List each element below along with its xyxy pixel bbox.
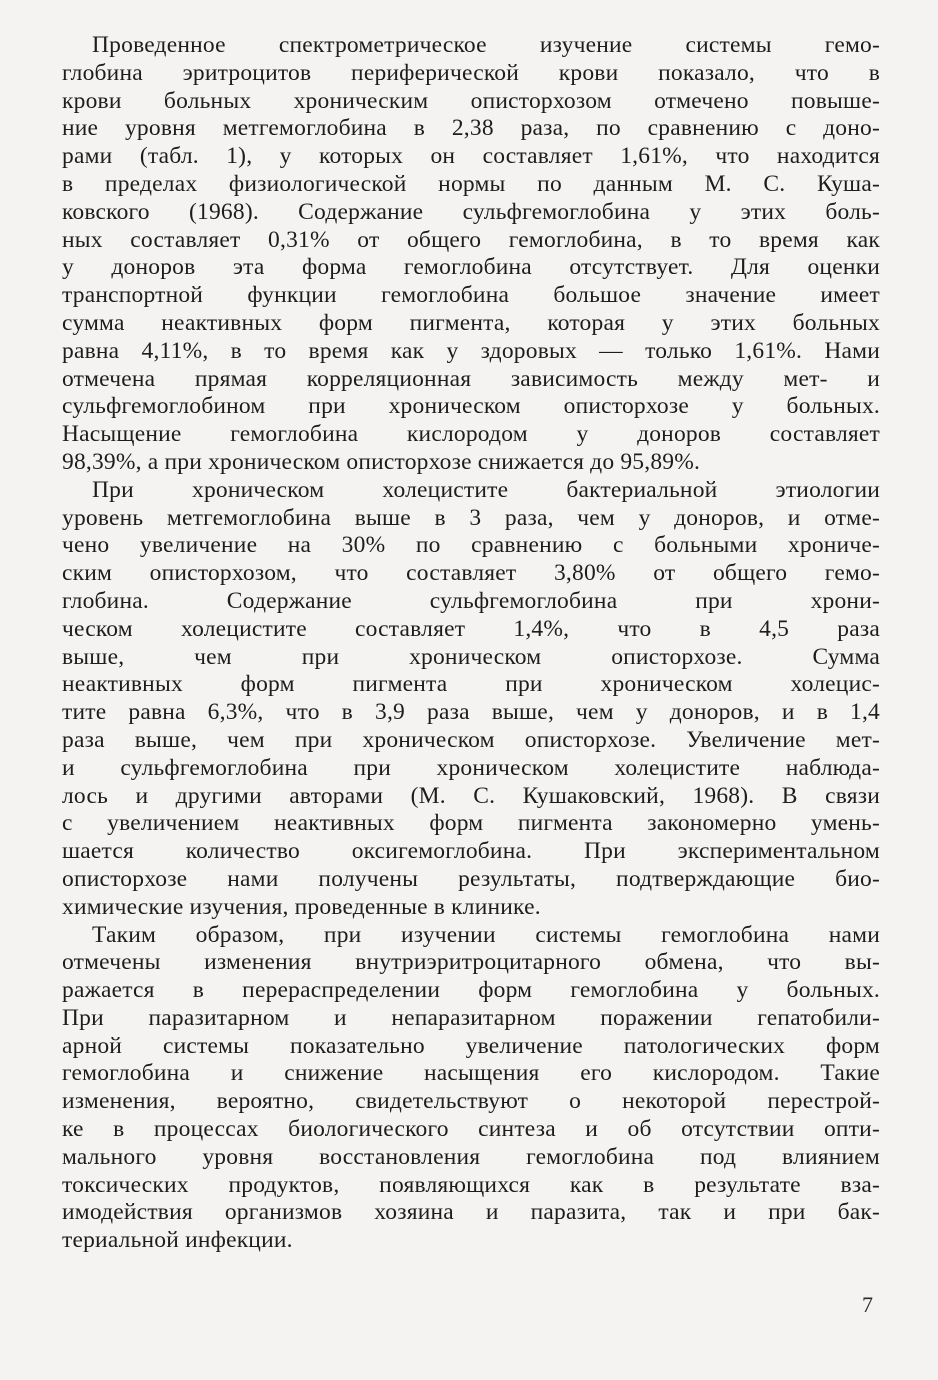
text-line: выше, чем при хроническом описторхозе. Сумма — [62, 643, 880, 670]
text-line: и сульфгемоглобина при хроническом холецистите наблюда- — [62, 754, 880, 781]
text-line: изменения, вероятно, свидетельствуют о некоторой перестрой- — [62, 1088, 880, 1115]
text-line: токсических продуктов, появляющихся как в результате вза- — [62, 1171, 880, 1198]
text-line: 98,39%, а при хроническом описторхозе снижается до 95,89%. — [62, 448, 701, 475]
text-line: При хроническом холецистите бактериальной этиологии — [92, 476, 880, 503]
text-line: неактивных форм пигмента при хроническом холецис- — [62, 671, 880, 698]
text-line: отмечены изменения внутриэритроцитарного обмена, что вы- — [62, 949, 880, 976]
text-line: у доноров эта форма гемоглобина отсутствует. Для оценки — [62, 254, 880, 281]
text-line: Проведенное спектрометрическое изучение системы гемо- — [92, 32, 880, 58]
text-line: Таким образом, при изучении системы гемоглобина нами — [92, 921, 880, 948]
text-line: тите равна 6,3%, что в 3,9 раза выше, чем у доноров, и в 1,4 — [62, 699, 880, 726]
text-line: Насыщение гемоглобина кислородом у доноров составляет — [62, 421, 880, 448]
text-line: мального уровня восстановления гемоглобина под влиянием — [62, 1143, 880, 1170]
text-line: При паразитарном и непаразитарном поражении гепатобили- — [62, 1004, 880, 1031]
text-line: крови больных хроническим описторхозом отмечено повыше- — [62, 87, 880, 114]
text-line: ке в процессах биологического синтеза и об отсутствии опти- — [62, 1116, 880, 1143]
text-line: транспортной функции гемоглобина большое значение имеет — [62, 282, 880, 309]
text-line: равна 4,11%, в то время как у здоровых — только 1,61%. Нами — [62, 337, 880, 364]
text-line: ковского (1968). Содержание сульфгемоглобина у этих боль- — [62, 198, 880, 225]
text-line: имодействия организмов хозяина и паразита, так и при бак- — [62, 1199, 880, 1226]
text-line: сульфгемоглобином при хроническом описторхозе у больных. — [62, 393, 880, 420]
text-line: ским описторхозом, что составляет 3,80% от общего гемо- — [62, 560, 880, 587]
text-line: рами (табл. 1), у которых он составляет 1,61%, что находится — [62, 143, 880, 170]
text-line: ние уровня метгемоглобина в 2,38 раза, по сравнению с доно- — [62, 115, 880, 142]
text-line: ражается в перераспределении форм гемоглобина у больных. — [62, 977, 880, 1004]
text-line: териальной инфекции. — [62, 1227, 293, 1254]
text-line: арной системы показательно увеличение патологических форм — [62, 1032, 880, 1059]
text-line: ческом холецистите составляет 1,4%, что в 4,5 раза — [62, 615, 880, 642]
text-line: химические изучения, проведенные в клинике. — [62, 893, 541, 920]
text-line: лось и другими авторами (М. С. Кушаковский, 1968). В связи — [62, 782, 880, 809]
text-line: глобина эритроцитов периферической крови показало, что в — [62, 59, 880, 86]
text-line: сумма неактивных форм пигмента, которая у этих больных — [62, 309, 880, 336]
page-number: 7 — [862, 1292, 873, 1317]
body-text — [62, 32, 880, 1255]
text-line: уровень метгемоглобина выше в 3 раза, чем у доноров, и отме- — [62, 504, 880, 531]
text-line: ных составляет 0,31% от общего гемоглобина, в то время как — [62, 226, 880, 253]
text-line: чено увеличение на 30% по сравнению с больными хрониче- — [62, 532, 880, 559]
text-line: раза выше, чем при хроническом описторхозе. Увеличение мет- — [62, 726, 880, 753]
text-line: в пределах физиологической нормы по данным М. С. Куша- — [62, 170, 880, 197]
text-line: описторхозе нами получены результаты, подтверждающие био- — [62, 865, 880, 892]
text-line: отмечена прямая корреляционная зависимость между мет- и — [62, 365, 880, 392]
text-line: шается количество оксигемоглобина. При экспериментальном — [62, 838, 880, 865]
text-line: гемоглобина и снижение насыщения его кислородом. Такие — [62, 1060, 880, 1087]
text-line: глобина. Содержание сульфгемоглобина при хрони- — [62, 587, 880, 614]
text-line: с увеличением неактивных форм пигмента закономерно умень- — [62, 810, 880, 837]
